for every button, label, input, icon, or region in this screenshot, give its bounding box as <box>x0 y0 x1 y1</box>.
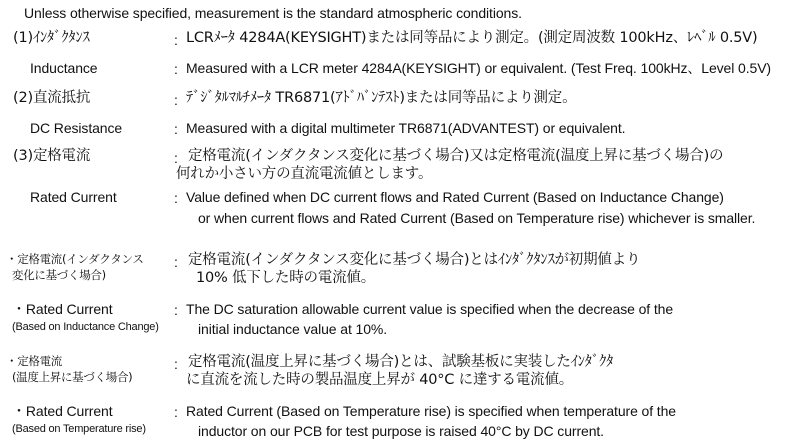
rated-current-temperature-jp-text-2: に直流を流した時の製品温度上昇が 40°C に達する電流値。 <box>186 372 574 388</box>
colon-separator: : <box>174 61 178 77</box>
colon-separator: : <box>174 150 178 166</box>
inductance-jp-text: LCRﾒｰﾀ 4284A(KEYSIGHT)または同等品により測定。(測定周波数 100kHz、ﾚﾍﾞﾙ 0.5V) <box>186 30 758 46</box>
rated-current-en-label: Rated Current <box>30 189 117 205</box>
colon-separator: : <box>174 190 178 206</box>
inductance-en-label: Inductance <box>30 60 98 76</box>
colon-separator: : <box>174 32 178 48</box>
rated-current-jp-label: (3)定格電流 <box>13 148 91 164</box>
colon-separator: : <box>174 404 178 420</box>
dc-resistance-en-label: DC Resistance <box>30 120 123 136</box>
colon-separator: : <box>174 92 178 108</box>
rated-current-en-text-1: Value defined when DC current flows and Rated Current (Based on Inductance Change) <box>186 189 724 205</box>
rated-current-en-text-2: or when current flows and Rated Current (Based on Temperature rise) whichever is smaller. <box>198 210 756 226</box>
colon-separator: : <box>174 121 178 137</box>
rated-current-jp-text-1: 定格電流(インダクタンス変化に基づく場合)又は定格電流(温度上昇に基づく場合)の <box>188 148 724 164</box>
rated-current-inductance-jp-text-1: 定格電流(インダクタンス変化に基づく場合)とはｲﾝﾀﾞｸﾀﾝｽが初期値より <box>188 252 641 268</box>
colon-separator: : <box>174 356 178 372</box>
inductance-en-text: Measured with a LCR meter 4284A(KEYSIGHT) or equivalent. (Test Freq. 100kHz、Level 0.5V) <box>186 60 771 76</box>
rated-current-temperature-jp-text-1: 定格電流(温度上昇に基づく場合)とは、試験基板に実装したｲﾝﾀﾞｸﾀ <box>188 354 614 370</box>
rated-current-temperature-en-label-2: (Based on Temperature rise) <box>12 423 146 435</box>
rated-current-inductance-en-text-1: The DC saturation allowable current value is specified when the decrease of the <box>186 301 674 317</box>
rated-current-inductance-en-text-2: initial inductance value at 10%. <box>198 321 388 337</box>
rated-current-temperature-en-text-1: Rated Current (Based on Temperature rise) is specified when temperature of the <box>186 403 676 419</box>
dc-resistance-jp-text: ﾃﾞｼﾞﾀﾙﾏﾙﾁﾒｰﾀ TR6871(ｱﾄﾞﾊﾞﾝﾃｽﾄ)または同等品により測定。 <box>186 90 577 106</box>
inductance-jp-label: (1)ｲﾝﾀﾞｸﾀﾝｽ <box>13 30 90 46</box>
rated-current-inductance-en-label-2: (Based on Inductance Change) <box>12 321 159 333</box>
rated-current-jp-text-2: 何れか小さい方の直流電流値とします。 <box>176 166 433 182</box>
rated-current-temperature-jp-label-2: (温度上昇に基づく場合) <box>12 370 133 384</box>
colon-separator: : <box>174 302 178 318</box>
rated-current-temperature-jp-label-1: ・定格電流 <box>6 354 62 368</box>
colon-separator: : <box>174 254 178 270</box>
rated-current-inductance-en-label-1: ・Rated Current <box>12 301 113 317</box>
dc-resistance-en-text: Measured with a digital multimeter TR6871(ADVANTEST) or equivalent. <box>186 120 626 136</box>
rated-current-inductance-jp-label-2: 変化に基づく場合) <box>12 268 106 282</box>
rated-current-temperature-en-label-1: ・Rated Current <box>12 403 113 419</box>
rated-current-inductance-jp-text-2: 10% 低下した時の電流値。 <box>196 270 376 286</box>
intro-text: Unless otherwise specified, measurement is the standard atmospheric conditions. <box>24 5 522 21</box>
rated-current-inductance-jp-label-1: ・定格電流(インダクタンス <box>6 252 144 266</box>
rated-current-temperature-en-text-2: inductor on our PCB for test purpose is raised 40°C by DC current. <box>198 423 604 439</box>
dc-resistance-jp-label: (2)直流抵抗 <box>13 90 91 106</box>
